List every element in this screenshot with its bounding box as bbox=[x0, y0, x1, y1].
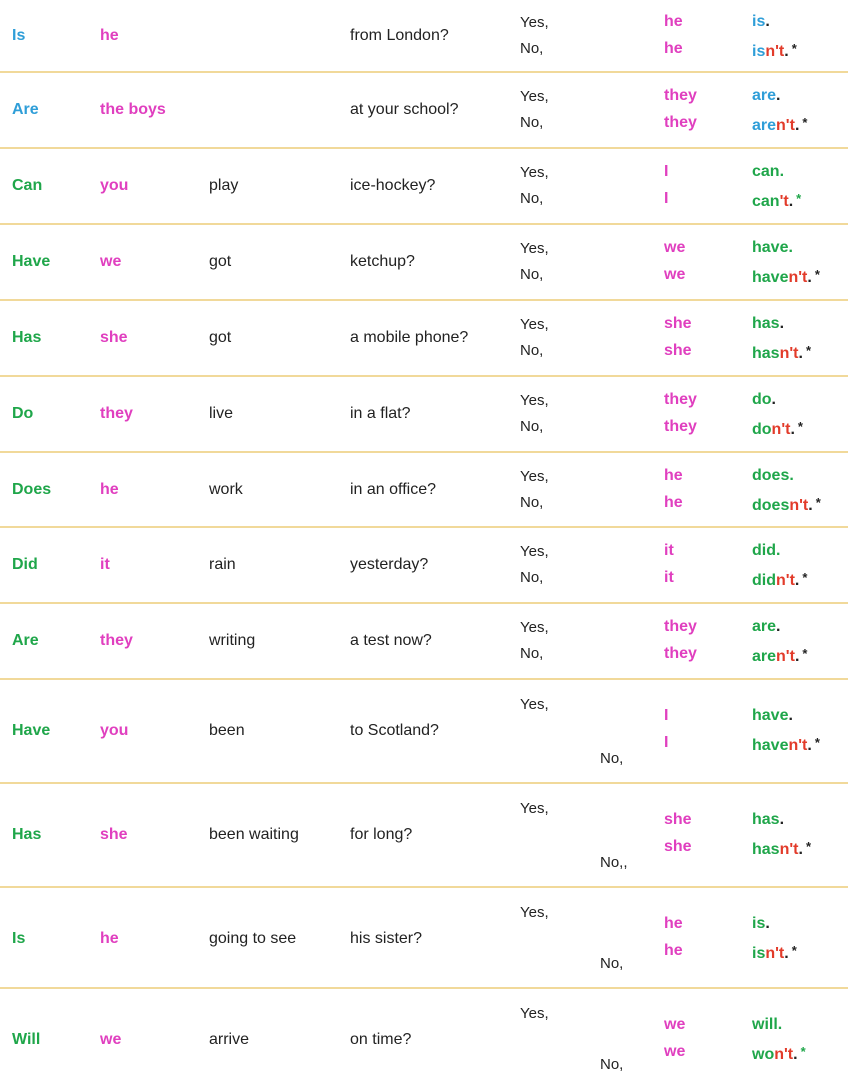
question-subject: the boys bbox=[100, 101, 166, 118]
short-answer-subject: he bbox=[664, 40, 683, 57]
question-auxiliary: Is bbox=[12, 27, 26, 44]
positive-verb: do bbox=[752, 391, 772, 408]
answer-no: No, bbox=[520, 114, 544, 131]
answer-yes: Yes, bbox=[520, 467, 549, 485]
negative-stem: have bbox=[752, 737, 789, 754]
positive-short-answer bbox=[752, 466, 794, 486]
negative-period: . bbox=[788, 193, 794, 210]
short-answer-subject: it bbox=[664, 569, 674, 586]
negative-contraction: 't bbox=[779, 193, 789, 210]
negative-stem: do bbox=[752, 421, 772, 438]
short-answer-subject: they bbox=[664, 114, 697, 131]
answer-no: No, bbox=[520, 40, 544, 57]
answer-no: No, bbox=[600, 955, 624, 972]
question-subject: it bbox=[100, 556, 110, 573]
positive-verb: did. bbox=[752, 542, 781, 559]
answer-yes: Yes, bbox=[520, 904, 549, 921]
short-answer-subject: he bbox=[664, 493, 683, 511]
question-subject: they bbox=[100, 632, 133, 649]
positive-verb: are bbox=[752, 618, 777, 635]
short-answer-subject: I bbox=[664, 707, 669, 724]
question-rest: for long? bbox=[350, 826, 413, 843]
question-auxiliary: Have bbox=[12, 253, 51, 270]
question-auxiliary: Are bbox=[12, 632, 39, 649]
positive-short-answer bbox=[752, 914, 770, 934]
negative-short-answer bbox=[752, 341, 811, 364]
table-row bbox=[0, 0, 848, 72]
answer-no: No, bbox=[520, 266, 544, 283]
question-subject: you bbox=[100, 722, 129, 739]
negative-stem: is bbox=[752, 945, 766, 962]
question-auxiliary: Are bbox=[12, 101, 39, 118]
positive-short-answer bbox=[752, 810, 784, 830]
table-row bbox=[0, 603, 848, 679]
question-rest: at your school? bbox=[350, 101, 459, 118]
negative-stem: does bbox=[752, 496, 790, 514]
short-answer-subject: they bbox=[664, 645, 697, 662]
table-row bbox=[0, 376, 848, 452]
answer-yes: Yes, bbox=[520, 1005, 549, 1022]
question-subject: you bbox=[100, 177, 129, 194]
negative-contraction: n't bbox=[774, 1046, 794, 1063]
short-answer-subject: he bbox=[664, 942, 683, 959]
negative-stem: can bbox=[752, 193, 780, 210]
positive-verb: can. bbox=[752, 163, 785, 180]
table-row bbox=[0, 988, 848, 1089]
table-row bbox=[0, 783, 848, 887]
question-rest: a mobile phone? bbox=[350, 329, 469, 346]
positive-period: . bbox=[788, 707, 793, 724]
negative-period: . bbox=[790, 421, 795, 438]
negative-short-answer bbox=[752, 417, 803, 440]
negative-short-answer bbox=[752, 644, 807, 667]
positive-short-answer bbox=[752, 541, 780, 561]
question-rest: yesterday? bbox=[350, 556, 429, 573]
answer-yes: Yes, bbox=[520, 543, 549, 560]
table-row bbox=[0, 452, 848, 527]
negative-period: . bbox=[798, 345, 803, 362]
answer-no: No, bbox=[520, 418, 544, 435]
positive-period: . bbox=[776, 618, 781, 635]
table-row bbox=[0, 679, 848, 783]
asterisk-mark: * bbox=[814, 267, 820, 282]
short-answer-subject: we bbox=[664, 266, 686, 283]
negative-stem: has bbox=[752, 345, 780, 362]
positive-verb: is bbox=[752, 915, 766, 932]
negative-contraction: n't bbox=[771, 421, 791, 438]
question-subject: we bbox=[100, 253, 122, 270]
question-auxiliary: Is bbox=[12, 930, 26, 947]
positive-short-answer bbox=[752, 162, 784, 182]
negative-short-answer bbox=[752, 568, 807, 591]
negative-period: . bbox=[798, 841, 803, 858]
negative-contraction: n't bbox=[765, 43, 785, 60]
answer-no: No, bbox=[600, 1056, 624, 1073]
table-row bbox=[0, 224, 848, 300]
short-answer-subject: she bbox=[664, 342, 692, 359]
positive-short-answer bbox=[752, 86, 780, 106]
asterisk-mark: * bbox=[800, 1044, 806, 1059]
positive-verb: has bbox=[752, 315, 780, 332]
positive-verb: has bbox=[752, 811, 780, 828]
answer-yes: Yes, bbox=[520, 164, 549, 181]
positive-period: . bbox=[765, 915, 770, 932]
positive-period: . bbox=[776, 87, 781, 104]
question-auxiliary: Has bbox=[12, 329, 42, 346]
positive-verb: is bbox=[752, 13, 766, 30]
negative-short-answer bbox=[752, 837, 811, 860]
answer-yes: Yes, bbox=[520, 88, 549, 105]
question-verb: writing bbox=[209, 632, 256, 649]
negative-stem: has bbox=[752, 841, 780, 858]
short-answer-subject: it bbox=[664, 542, 674, 559]
question-rest: ice-hockey? bbox=[350, 177, 436, 194]
question-auxiliary: Will bbox=[12, 1031, 41, 1048]
question-subject: she bbox=[100, 329, 128, 346]
short-answer-subject: they bbox=[664, 418, 697, 435]
negative-contraction: n't bbox=[765, 945, 785, 962]
question-rest: in a flat? bbox=[350, 405, 411, 422]
answer-no: No, bbox=[520, 493, 544, 511]
negative-period: . bbox=[794, 648, 800, 665]
negative-stem: have bbox=[752, 269, 789, 286]
positive-period: . bbox=[771, 391, 776, 408]
question-verb: arrive bbox=[209, 1031, 250, 1048]
short-answer-subject: he bbox=[664, 915, 683, 932]
short-answer-subject: she bbox=[664, 811, 692, 828]
negative-contraction: n't bbox=[776, 572, 795, 589]
short-answer-subject: I bbox=[664, 190, 669, 207]
negative-period: . bbox=[807, 737, 812, 754]
negative-short-answer bbox=[752, 189, 801, 212]
negative-stem: are bbox=[752, 648, 777, 665]
short-answer-subject: I bbox=[664, 163, 669, 180]
question-verb: going to see bbox=[209, 930, 297, 947]
question-verb: play bbox=[209, 177, 239, 194]
positive-verb: will. bbox=[752, 1016, 783, 1033]
question-rest: a test now? bbox=[350, 632, 432, 649]
answer-no: No, bbox=[520, 569, 544, 586]
question-subject: we bbox=[100, 1031, 122, 1048]
asterisk-mark: * bbox=[797, 419, 803, 434]
question-rest: to Scotland? bbox=[350, 722, 439, 739]
negative-contraction: n't bbox=[788, 269, 808, 286]
answer-yes: Yes, bbox=[520, 696, 549, 713]
positive-short-answer bbox=[752, 390, 776, 410]
asterisk-mark: * bbox=[791, 41, 797, 56]
asterisk-mark: * bbox=[802, 570, 808, 585]
positive-short-answer bbox=[752, 617, 780, 637]
question-subject: he bbox=[100, 930, 119, 947]
negative-short-answer bbox=[752, 113, 807, 136]
short-answer-subject: they bbox=[664, 87, 697, 104]
question-rest: ketchup? bbox=[350, 253, 415, 270]
question-verb: rain bbox=[209, 556, 236, 573]
negative-contraction: n't bbox=[788, 737, 808, 754]
answer-yes: Yes, bbox=[520, 800, 549, 817]
question-verb: live bbox=[209, 405, 234, 422]
answer-yes: Yes, bbox=[520, 392, 549, 409]
negative-contraction: n't bbox=[779, 841, 799, 858]
question-auxiliary: Have bbox=[12, 722, 51, 739]
answer-yes: Yes, bbox=[520, 619, 549, 636]
negative-short-answer bbox=[752, 941, 797, 964]
positive-verb: are bbox=[752, 87, 777, 104]
negative-contraction: n't bbox=[776, 648, 795, 665]
negative-period: . bbox=[793, 1046, 798, 1063]
positive-short-answer bbox=[752, 12, 770, 32]
answer-no: No, bbox=[600, 750, 624, 767]
asterisk-mark: * bbox=[791, 943, 797, 958]
asterisk-mark: * bbox=[805, 839, 811, 854]
question-rest: in an office? bbox=[350, 480, 436, 498]
question-rest: his sister? bbox=[350, 930, 423, 947]
short-answer-subject: he bbox=[664, 466, 683, 484]
negative-contraction: n't bbox=[789, 496, 809, 514]
short-answer-subject: she bbox=[664, 315, 692, 332]
question-verb: work bbox=[209, 480, 243, 498]
negative-period: . bbox=[794, 117, 800, 134]
asterisk-mark: * bbox=[815, 494, 821, 510]
positive-verb: have. bbox=[752, 239, 793, 256]
negative-period: . bbox=[808, 496, 813, 514]
question-subject: he bbox=[100, 480, 119, 498]
negative-period: . bbox=[794, 572, 800, 589]
question-verb: been waiting bbox=[209, 826, 299, 843]
question-subject: she bbox=[100, 826, 128, 843]
asterisk-mark: * bbox=[802, 646, 808, 661]
negative-period: . bbox=[784, 945, 789, 962]
negative-stem: are bbox=[752, 117, 777, 134]
short-answer-subject: we bbox=[664, 1016, 686, 1033]
positive-verb: does. bbox=[752, 466, 794, 484]
answer-no: No, bbox=[520, 645, 544, 662]
negative-short-answer bbox=[752, 1042, 806, 1065]
short-answer-subject: I bbox=[664, 734, 669, 751]
negative-short-answer bbox=[752, 733, 820, 756]
asterisk-mark: * bbox=[814, 735, 820, 750]
negative-short-answer bbox=[752, 39, 797, 62]
positive-short-answer bbox=[752, 238, 793, 258]
negative-period: . bbox=[807, 269, 812, 286]
asterisk-mark: * bbox=[796, 191, 802, 206]
negative-stem: is bbox=[752, 43, 766, 60]
question-verb: got bbox=[209, 253, 232, 270]
answer-yes: Yes, bbox=[520, 240, 549, 257]
short-answer-subject: we bbox=[664, 239, 686, 256]
question-auxiliary: Did bbox=[12, 556, 38, 573]
positive-period: . bbox=[765, 13, 770, 30]
positive-short-answer bbox=[752, 314, 784, 334]
question-auxiliary: Has bbox=[12, 826, 42, 843]
short-answer-subject: we bbox=[664, 1043, 686, 1060]
table-row bbox=[0, 527, 848, 603]
positive-short-answer bbox=[752, 706, 793, 726]
negative-period: . bbox=[784, 43, 789, 60]
question-rest: on time? bbox=[350, 1031, 412, 1048]
short-answer-subject: they bbox=[664, 391, 697, 408]
table-row bbox=[0, 300, 848, 376]
table-row bbox=[0, 72, 848, 148]
positive-period: . bbox=[779, 811, 785, 828]
question-rest: from London? bbox=[350, 27, 449, 44]
answer-yes: Yes, bbox=[520, 316, 549, 333]
positive-period: . bbox=[779, 315, 785, 332]
short-answer-subject: she bbox=[664, 838, 692, 855]
question-auxiliary: Do bbox=[12, 405, 34, 422]
negative-contraction: n't bbox=[779, 345, 799, 362]
question-subject: he bbox=[100, 27, 119, 44]
answer-no: No,, bbox=[600, 854, 628, 871]
negative-stem: did bbox=[752, 572, 776, 589]
answer-no: No, bbox=[520, 190, 544, 207]
negative-short-answer bbox=[752, 493, 821, 516]
positive-short-answer bbox=[752, 1015, 782, 1035]
asterisk-mark: * bbox=[802, 115, 808, 130]
question-auxiliary: Can bbox=[12, 177, 43, 194]
question-verb: been bbox=[209, 722, 245, 739]
table-row bbox=[0, 887, 848, 988]
question-verb: got bbox=[209, 329, 232, 346]
negative-contraction: n't bbox=[776, 117, 795, 134]
question-auxiliary: Does bbox=[12, 480, 52, 498]
negative-stem: wo bbox=[752, 1046, 775, 1063]
answer-yes: Yes, bbox=[520, 14, 549, 31]
short-answer-subject: he bbox=[664, 13, 683, 30]
negative-short-answer bbox=[752, 265, 820, 288]
answer-no: No, bbox=[520, 342, 544, 359]
asterisk-mark: * bbox=[805, 343, 811, 358]
short-answer-subject: they bbox=[664, 618, 697, 635]
table-row bbox=[0, 148, 848, 224]
question-subject: they bbox=[100, 405, 133, 422]
positive-verb: have bbox=[752, 707, 789, 724]
